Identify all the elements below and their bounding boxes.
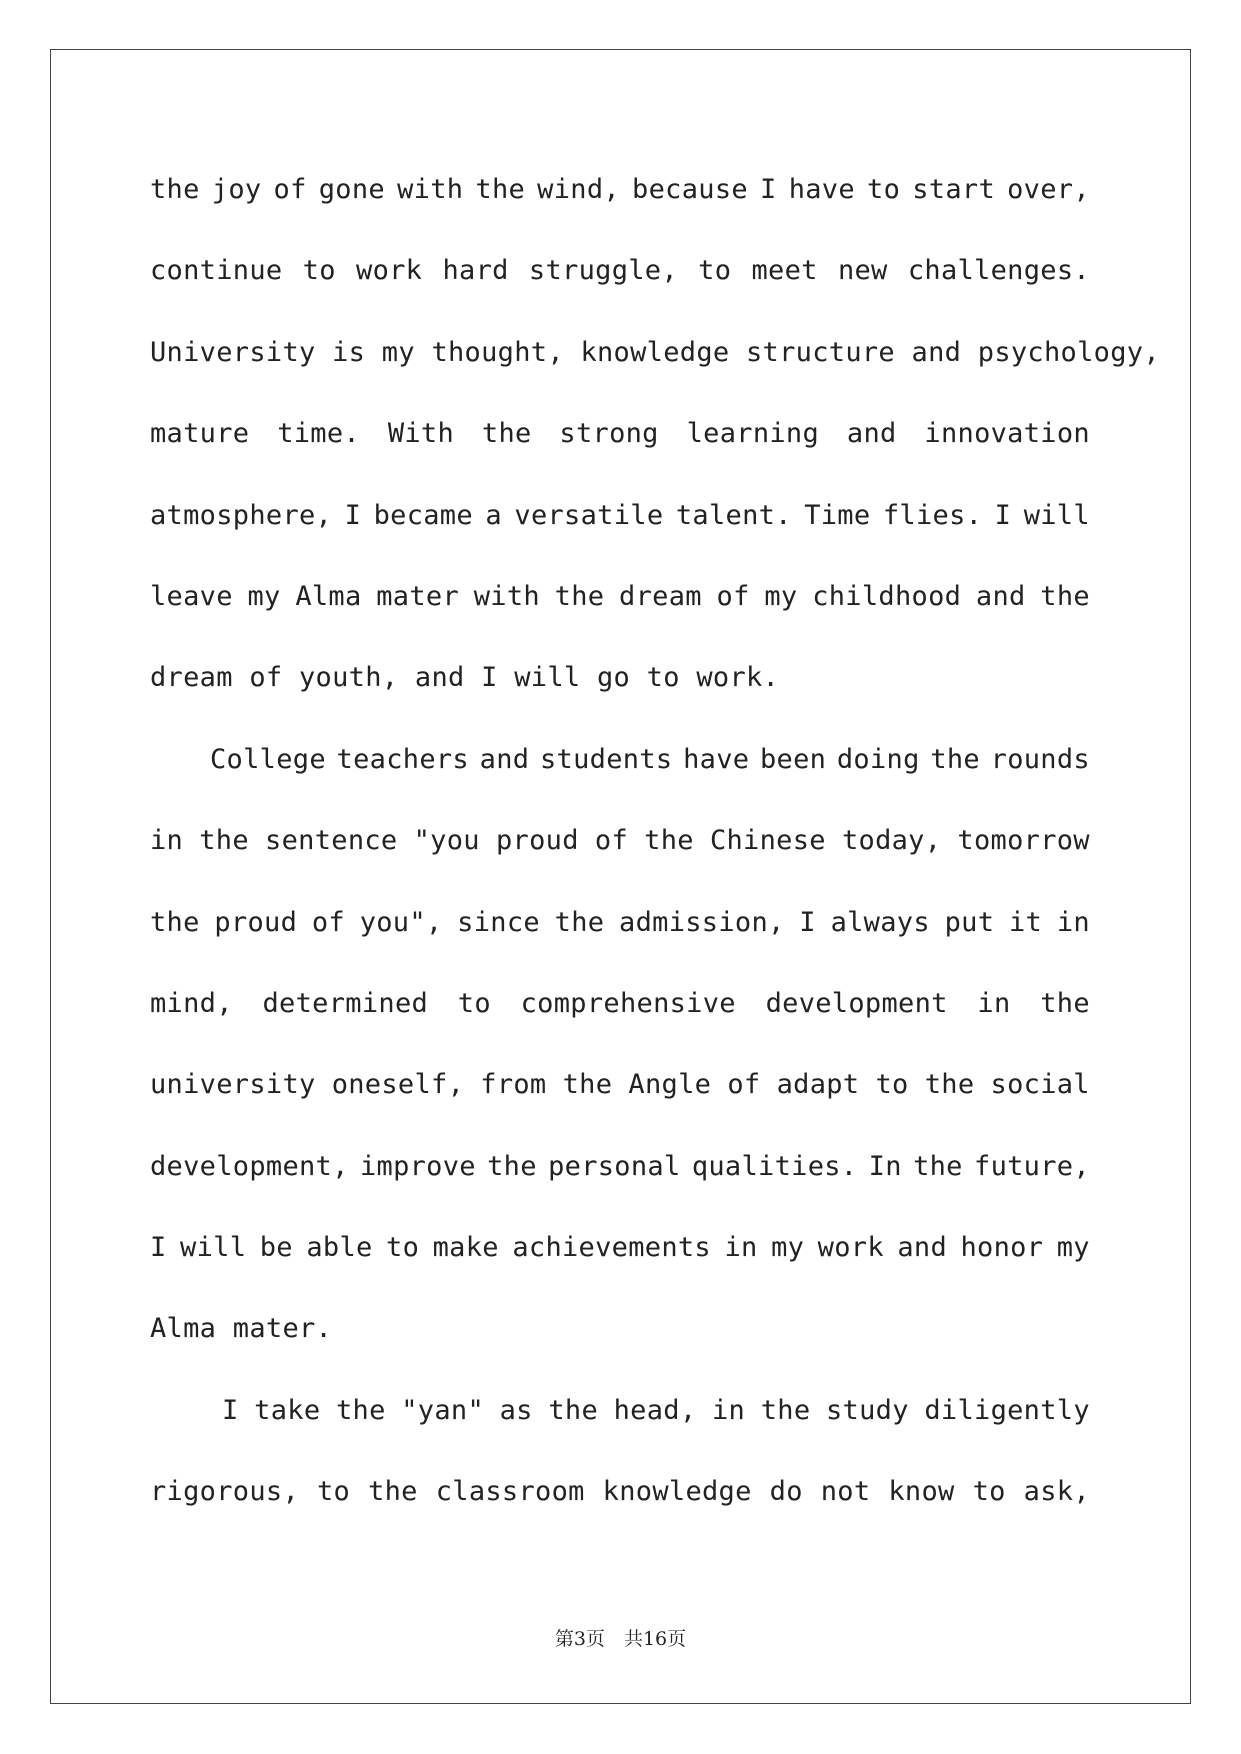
word: diligently — [924, 1394, 1090, 1426]
word: the — [150, 174, 200, 205]
text-line — [150, 814, 1090, 895]
word: I — [222, 1394, 239, 1426]
word: the — [760, 1394, 811, 1426]
text-line — [150, 1465, 1090, 1546]
word: in — [711, 1394, 746, 1426]
word: struggle, — [528, 255, 678, 287]
text-line — [150, 1058, 1090, 1139]
word: qualities. — [691, 1150, 858, 1182]
word: future, — [974, 1150, 1090, 1182]
word: been — [759, 743, 827, 775]
word: classroom — [435, 1476, 585, 1508]
word: proud — [495, 825, 579, 857]
word: of — [716, 580, 750, 612]
word: will — [1023, 499, 1090, 531]
word: to — [875, 1069, 909, 1101]
word: my — [1056, 1232, 1090, 1264]
word: proud — [214, 906, 298, 938]
word: flies. — [882, 499, 983, 531]
word: the — [487, 1150, 537, 1182]
word: rounds — [990, 743, 1090, 775]
word: personal — [548, 1150, 681, 1182]
word: the — [335, 1394, 386, 1426]
word: the — [150, 906, 200, 938]
word: teachers — [336, 743, 469, 775]
word: my — [771, 1232, 805, 1264]
text-line — [150, 163, 1090, 244]
word: new — [837, 255, 888, 287]
word: the — [913, 1150, 963, 1182]
word: work — [817, 1232, 884, 1264]
word: today, — [841, 825, 942, 857]
word: tomorrow — [957, 825, 1090, 857]
word: to — [386, 1232, 420, 1264]
page-number: 第3页 共16页 — [554, 1628, 687, 1650]
word: honor — [960, 1232, 1044, 1264]
text-line — [150, 1140, 1090, 1221]
word: "yan" — [401, 1394, 485, 1426]
word: to — [972, 1476, 1006, 1508]
word: to — [457, 987, 491, 1019]
word: university — [150, 1069, 316, 1101]
word: be — [259, 1232, 293, 1264]
word: of — [311, 906, 345, 938]
word: you", — [359, 906, 443, 938]
word: innovation — [924, 418, 1090, 450]
word: and — [897, 1232, 948, 1264]
word: adapt — [776, 1069, 860, 1101]
word: development, — [150, 1150, 349, 1182]
word: work — [356, 255, 423, 287]
word: ask, — [1023, 1476, 1090, 1508]
word: a — [485, 499, 502, 531]
word: mind, — [150, 987, 233, 1019]
word: able — [306, 1232, 373, 1264]
word: I — [344, 499, 362, 531]
word: study — [825, 1394, 909, 1426]
word: have — [788, 174, 855, 205]
word: mater — [376, 580, 460, 612]
word: comprehensive — [520, 987, 736, 1019]
word: sentence — [265, 825, 398, 857]
word: Angle — [628, 1069, 712, 1101]
word: the — [548, 1394, 599, 1426]
word: the — [930, 743, 980, 775]
word: over, — [1007, 174, 1090, 205]
word: the — [475, 174, 526, 205]
page-footer — [0, 1624, 1241, 1651]
word: development — [765, 987, 948, 1019]
word: put — [944, 906, 995, 938]
word: know — [888, 1476, 955, 1508]
word: joy — [211, 174, 262, 205]
word: have — [683, 743, 750, 775]
word: childhood — [812, 580, 962, 612]
word: since — [457, 906, 540, 938]
word: College — [210, 743, 326, 775]
word: my — [764, 580, 798, 612]
word: achievements — [512, 1232, 711, 1264]
word: time. — [277, 418, 360, 450]
word: in — [150, 825, 184, 857]
word: Time — [804, 499, 871, 531]
word: to — [867, 174, 901, 205]
text-line — [150, 896, 1090, 977]
word: head, — [613, 1394, 697, 1426]
word: social — [990, 1069, 1090, 1101]
word: Alma — [295, 580, 362, 612]
word: meet — [751, 255, 818, 287]
word: the — [1040, 987, 1090, 1019]
word: learning — [686, 418, 820, 450]
word: in — [977, 987, 1011, 1019]
word: I — [994, 499, 1012, 531]
word: talent. — [675, 499, 792, 531]
text-line — [150, 1221, 1090, 1302]
text-line — [150, 407, 1090, 488]
word: not — [820, 1476, 871, 1508]
word: the — [554, 906, 605, 938]
word: of — [594, 825, 629, 857]
word: because — [632, 174, 748, 205]
word: gone — [318, 174, 385, 205]
word: will — [180, 1232, 247, 1264]
word: the — [1040, 580, 1090, 612]
word: rigorous, — [150, 1476, 299, 1508]
word: of — [727, 1069, 761, 1101]
word: doing — [836, 743, 920, 775]
word: always — [830, 906, 930, 938]
word: versatile — [514, 499, 664, 531]
word: became — [373, 499, 473, 531]
text-line: Alma mater. — [150, 1313, 333, 1345]
text-line: dream of youth, and I will go to work. — [150, 662, 780, 694]
word: make — [432, 1232, 499, 1264]
word: the — [481, 418, 532, 450]
text-line — [150, 1384, 1090, 1465]
word: the — [924, 1069, 975, 1101]
word: my — [247, 580, 281, 612]
word: I — [760, 174, 777, 205]
word: start — [912, 174, 996, 205]
word: in — [1056, 906, 1090, 938]
word: it — [1008, 906, 1043, 938]
word: do — [769, 1476, 803, 1508]
text-line — [150, 570, 1090, 651]
word: the — [562, 1069, 613, 1101]
document-body — [150, 163, 1160, 1547]
word: and — [975, 580, 1026, 612]
word: leave — [150, 580, 233, 612]
word: oneself, — [331, 1069, 465, 1101]
word: the — [554, 580, 605, 612]
text-line — [150, 244, 1090, 325]
word: continue — [150, 255, 283, 287]
text-line — [150, 489, 1090, 570]
word: as — [499, 1394, 533, 1426]
word: knowledge — [602, 1476, 752, 1508]
word: mature — [150, 418, 250, 450]
word: admission, — [619, 906, 785, 938]
word: the — [644, 825, 694, 857]
word: In — [868, 1150, 902, 1182]
word: with — [473, 580, 540, 612]
word: I — [799, 906, 816, 938]
word: improve — [359, 1150, 476, 1182]
text-line — [150, 733, 1090, 814]
text-line — [150, 977, 1090, 1058]
word: with — [397, 174, 464, 205]
word: atmosphere, — [150, 499, 333, 531]
word: to — [316, 1476, 351, 1508]
word: With — [387, 418, 455, 450]
word: and — [479, 743, 530, 775]
word: from — [480, 1069, 547, 1101]
word: dream — [619, 580, 702, 612]
word: students — [539, 743, 673, 775]
word: of — [273, 174, 307, 205]
word: strong — [559, 418, 659, 450]
text-line: University is my thought, knowledge structure and psychology, — [150, 336, 1160, 368]
word: Chinese — [709, 825, 826, 857]
word: wind, — [537, 174, 620, 205]
word: and — [846, 418, 897, 450]
word: take — [254, 1394, 321, 1426]
word: the — [368, 1476, 418, 1508]
word: challenges. — [907, 255, 1090, 287]
word: determined — [262, 987, 429, 1019]
word: "you — [413, 825, 480, 857]
word: to — [302, 255, 336, 287]
word: to — [698, 255, 732, 287]
word: the — [199, 825, 249, 857]
word: I — [150, 1232, 167, 1264]
word: in — [724, 1232, 758, 1264]
word: hard — [442, 255, 509, 287]
